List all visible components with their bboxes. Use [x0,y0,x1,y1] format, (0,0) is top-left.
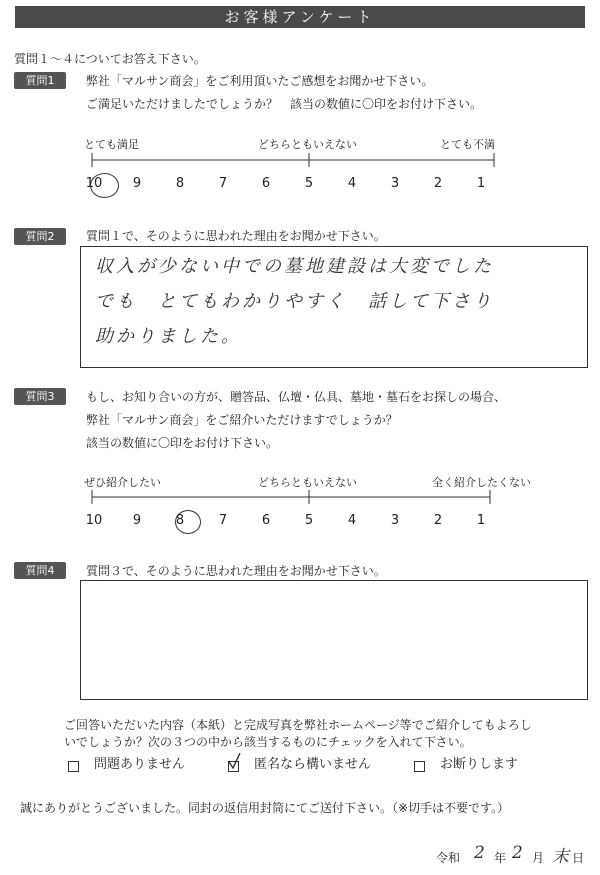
q1-scale-number[interactable]: 2 [433,176,443,191]
q2-answer-line2: でも とてもわかりやすく 話して下さり [95,291,494,312]
q3-scale-number[interactable]: 10 [85,513,103,528]
q3-scale-number[interactable]: 4 [347,513,357,528]
q1-scale-number[interactable]: 6 [261,176,271,191]
q3-scale-number[interactable]: 5 [304,513,314,528]
date-year: 2 [474,843,488,863]
q1-scale-number[interactable]: 5 [304,176,314,191]
q2-answer-line1: 収入が少ない中での墓地建設は大変でした [95,256,494,277]
date-era: 令和 [436,851,461,865]
q3-scale-number[interactable]: 9 [132,513,142,528]
q1-scale-number[interactable]: 1 [476,176,486,191]
q1-scale-number[interactable]: 10 [85,176,103,191]
q1-scale-number[interactable]: 3 [390,176,400,191]
q3-line3: 該当の数値に〇印をお付け下さい。 [86,436,279,450]
option3-label: お断りします [440,757,519,772]
option2-label: 匿名なら構いません [254,757,372,772]
q1-scale-number[interactable]: 7 [218,176,228,191]
q4-answer-box[interactable] [80,580,588,700]
q3-line1: もし、お知り合いの方が、贈答品、仏壇・仏具、墓地・墓石をお探しの場合、 [86,390,507,404]
q3-scale-number[interactable]: 6 [261,513,271,528]
q3-line2: 弊社「マルサン商会」をご紹介いただけますでしょうか？ [86,413,398,427]
q3-scale-number[interactable]: 1 [476,513,486,528]
date-day-unit: 日 [572,851,585,865]
q2-prompt: 質問１で、そのように思われた理由をお聞かせ下さい。 [86,229,386,243]
thank-you-footer: 誠にありがとうございました。同封の返信用封筒にてご送付下さい。（※切手は不要です。） [20,801,510,815]
q2-answer-line3: 助かりました。 [95,326,242,347]
q1-scale-mid: どちらともいえない [258,138,357,151]
q3-scale-left: ぜひ紹介したい [84,476,161,489]
q1-badge: 質問1 [14,72,66,89]
q4-badge: 質問4 [14,562,66,579]
date-month-unit: 月 [532,851,545,865]
q3-badge: 質問3 [14,388,66,405]
option1-label: 問題ありません [94,757,186,772]
consent-line1: ご回答いただいた内容（本紙）と完成写真を弊社ホームページ等でご紹介してもよろし [64,718,532,732]
q2-badge: 質問2 [14,228,66,245]
q3-scale-number[interactable]: 8 [175,513,185,528]
intro-text: 質問１～４についてお答え下さい。 [14,52,206,66]
date-month: 2 [512,843,526,863]
date-day: 末 [552,847,572,867]
q3-scale-right: 全く紹介したくない [432,476,531,489]
q1-scale-number[interactable]: 4 [347,176,357,191]
q4-prompt: 質問３で、そのように思われた理由をお聞かせ下さい。 [86,564,386,578]
q3-scale-number[interactable]: 3 [390,513,400,528]
q1-scale-right: とても不満 [440,138,495,151]
option1-checkbox[interactable] [68,761,79,772]
survey-title: お客様アンケート [15,6,585,28]
q1-line1: 弊社「マルサン商会」をご利用頂いたご感想をお聞かせ下さい。 [86,74,434,88]
q3-scale-number[interactable]: 7 [218,513,228,528]
option3-checkbox[interactable] [414,761,425,772]
q3-scale-number[interactable]: 2 [433,513,443,528]
q3-scale-mid: どちらともいえない [258,476,357,489]
check-mark-icon [226,751,242,771]
date-year-unit: 年 [494,851,507,865]
q1-scale-number[interactable]: 9 [132,176,142,191]
q1-scale-number[interactable]: 8 [175,176,185,191]
q1-line2: ご満足いただけましたでしょうか？ 該当の数値に〇印をお付け下さい。 [86,97,483,111]
consent-line2: いでしょうか？次の３つの中から該当するものにチェックを入れて下さい。 [64,735,472,749]
q1-scale-left: とても満足 [84,138,139,151]
